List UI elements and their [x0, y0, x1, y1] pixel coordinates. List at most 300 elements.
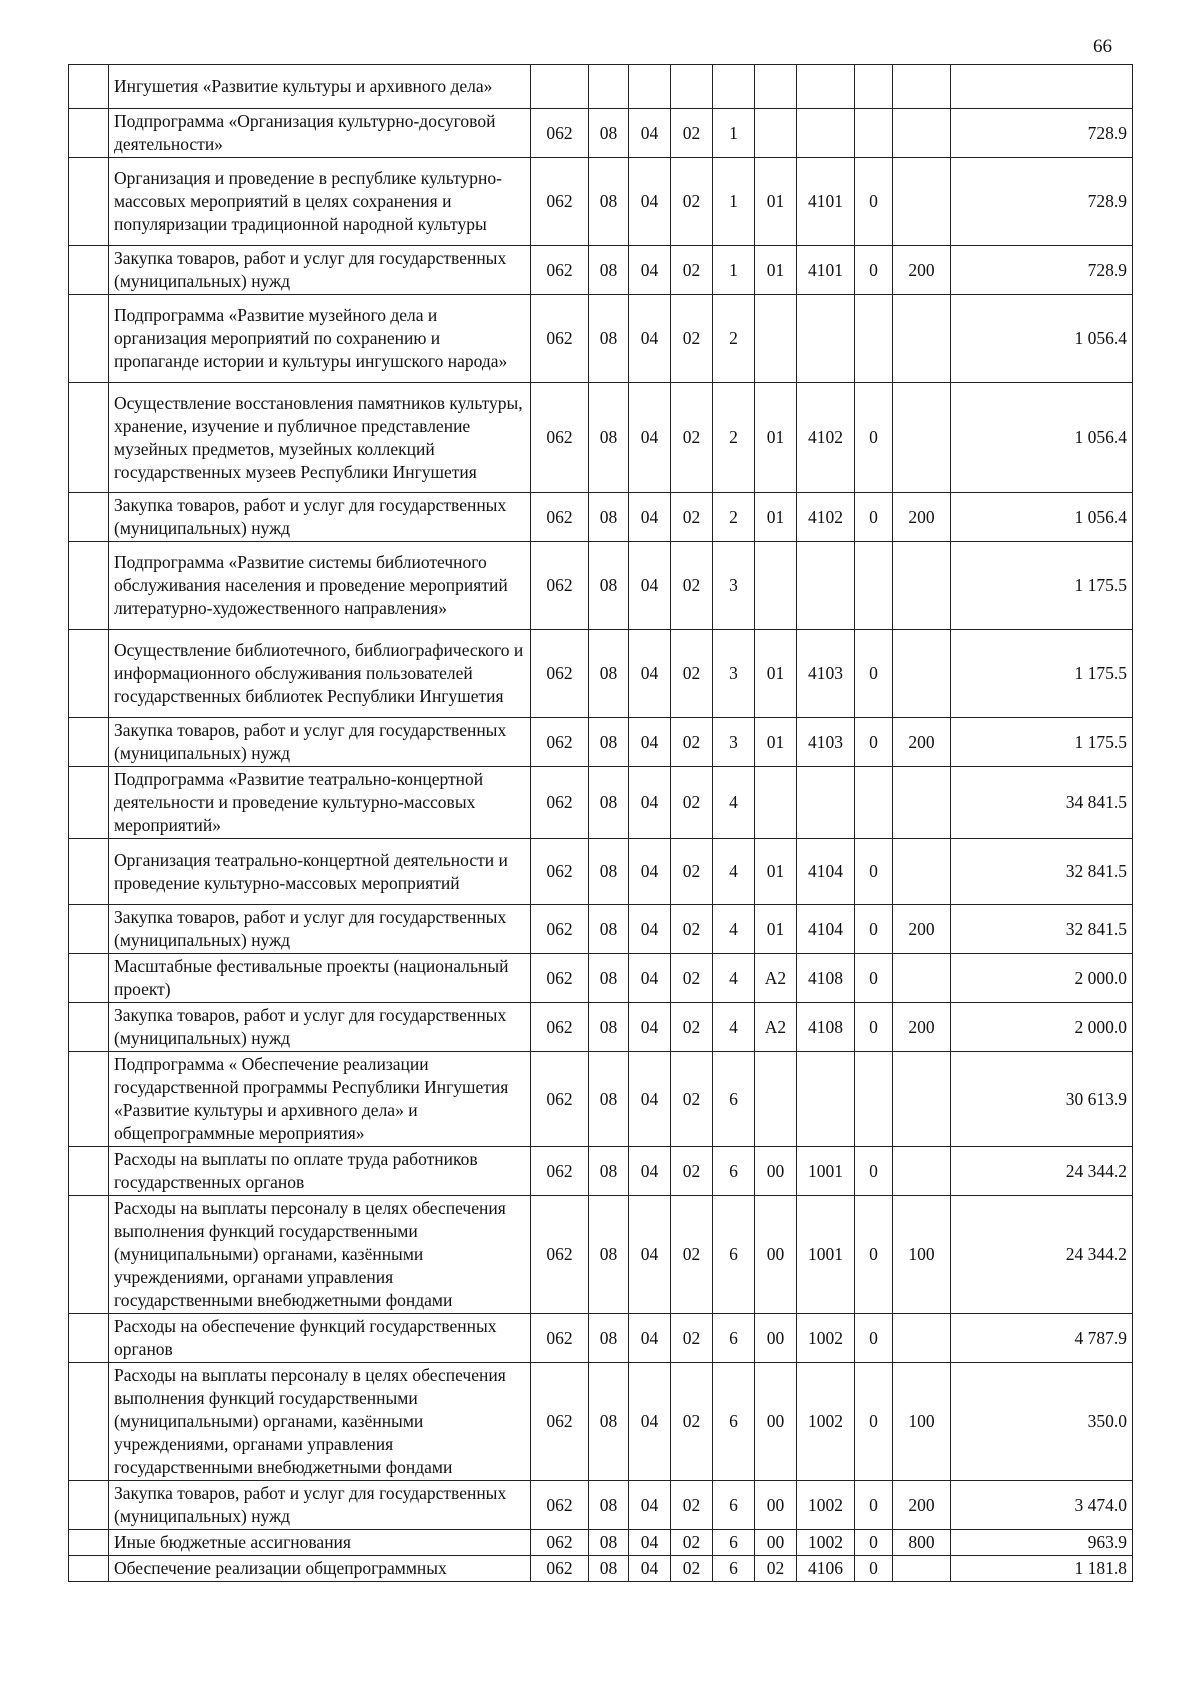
ministry-code: 062: [531, 158, 589, 246]
section-code: 08: [589, 767, 629, 839]
subsection-code: 04: [629, 630, 671, 718]
row-name: Закупка товаров, работ и услуг для государственных (муниципальных) нужд: [109, 1003, 531, 1052]
direction-code: [797, 65, 855, 109]
expense-type-code: [893, 295, 951, 383]
table-row: [69, 1556, 1133, 1582]
subprogram-code: 1: [713, 246, 755, 295]
table-row: [69, 1481, 1133, 1530]
ministry-code: 062: [531, 630, 589, 718]
program-code: [671, 65, 713, 109]
section-code: 08: [589, 542, 629, 630]
subsection-code: 04: [629, 1052, 671, 1147]
direction-code: 4108: [797, 1003, 855, 1052]
expense-type-code: [893, 383, 951, 493]
direction-code: 4103: [797, 718, 855, 767]
row-amount: 32 841.5: [951, 839, 1133, 905]
subsection-code: 04: [629, 839, 671, 905]
event-code: 00: [755, 1363, 797, 1481]
row-margin-cell: [69, 1314, 109, 1363]
expense-type-code: [893, 65, 951, 109]
direction-code: 1002: [797, 1530, 855, 1556]
table-row: [69, 109, 1133, 158]
event-code: 00: [755, 1314, 797, 1363]
program-code: 02: [671, 718, 713, 767]
row-margin-cell: [69, 493, 109, 542]
section-code: 08: [589, 1530, 629, 1556]
row-margin-cell: [69, 839, 109, 905]
subdirection-code: 0: [855, 1196, 893, 1314]
subdirection-code: [855, 1052, 893, 1147]
table-row: [69, 1363, 1133, 1481]
row-name: Осуществление библиотечного, библиографического и информационного обслуживания пользователей государственных библиотек Республики Ингушетия: [109, 630, 531, 718]
table-row: [69, 65, 1133, 109]
ministry-code: 062: [531, 1481, 589, 1530]
subdirection-code: 0: [855, 1363, 893, 1481]
section-code: 08: [589, 1196, 629, 1314]
row-margin-cell: [69, 295, 109, 383]
direction-code: 4102: [797, 383, 855, 493]
table-row: [69, 954, 1133, 1003]
subprogram-code: 4: [713, 767, 755, 839]
subprogram-code: 6: [713, 1363, 755, 1481]
row-amount: 350.0: [951, 1363, 1133, 1481]
subsection-code: 04: [629, 1481, 671, 1530]
row-amount: 30 613.9: [951, 1052, 1133, 1147]
event-code: 01: [755, 246, 797, 295]
direction-code: [797, 767, 855, 839]
subprogram-code: 6: [713, 1147, 755, 1196]
table-body: [69, 65, 1133, 1582]
table-row: [69, 1147, 1133, 1196]
expense-type-code: 200: [893, 246, 951, 295]
ministry-code: 062: [531, 767, 589, 839]
ministry-code: 062: [531, 1530, 589, 1556]
expense-type-code: 200: [893, 1481, 951, 1530]
row-amount: 728.9: [951, 246, 1133, 295]
row-margin-cell: [69, 1052, 109, 1147]
expense-type-code: [893, 1147, 951, 1196]
subprogram-code: 4: [713, 954, 755, 1003]
ministry-code: 062: [531, 1556, 589, 1582]
row-amount: 963.9: [951, 1530, 1133, 1556]
ministry-code: 062: [531, 1314, 589, 1363]
table-row: [69, 1052, 1133, 1147]
row-amount: 32 841.5: [951, 905, 1133, 954]
row-amount: 1 175.5: [951, 718, 1133, 767]
subprogram-code: 2: [713, 295, 755, 383]
table-row: [69, 383, 1133, 493]
row-amount: 24 344.2: [951, 1196, 1133, 1314]
expense-type-code: [893, 1556, 951, 1582]
section-code: 08: [589, 1052, 629, 1147]
section-code: 08: [589, 1556, 629, 1582]
subprogram-code: 1: [713, 109, 755, 158]
program-code: 02: [671, 1052, 713, 1147]
subdirection-code: 0: [855, 718, 893, 767]
section-code: 08: [589, 718, 629, 767]
expense-type-code: 200: [893, 905, 951, 954]
row-amount: 2 000.0: [951, 1003, 1133, 1052]
direction-code: 4102: [797, 493, 855, 542]
row-margin-cell: [69, 905, 109, 954]
program-code: 02: [671, 905, 713, 954]
section-code: [589, 65, 629, 109]
event-code: 00: [755, 1481, 797, 1530]
program-code: 02: [671, 767, 713, 839]
row-margin-cell: [69, 1481, 109, 1530]
section-code: 08: [589, 1003, 629, 1052]
subsection-code: 04: [629, 1530, 671, 1556]
program-code: 02: [671, 1147, 713, 1196]
table-row: [69, 718, 1133, 767]
ministry-code: 062: [531, 109, 589, 158]
subdirection-code: 0: [855, 1556, 893, 1582]
event-code: 01: [755, 839, 797, 905]
ministry-code: 062: [531, 1196, 589, 1314]
event-code: 02: [755, 1556, 797, 1582]
row-amount: 1 056.4: [951, 295, 1133, 383]
subsection-code: 04: [629, 1314, 671, 1363]
section-code: 08: [589, 1481, 629, 1530]
subsection-code: 04: [629, 1363, 671, 1481]
row-amount: 2 000.0: [951, 954, 1133, 1003]
subprogram-code: 2: [713, 383, 755, 493]
table-row: [69, 493, 1133, 542]
expense-type-code: [893, 1052, 951, 1147]
direction-code: 1002: [797, 1314, 855, 1363]
section-code: 08: [589, 839, 629, 905]
subsection-code: 04: [629, 954, 671, 1003]
direction-code: 4101: [797, 246, 855, 295]
program-code: 02: [671, 109, 713, 158]
row-margin-cell: [69, 1196, 109, 1314]
expense-type-code: [893, 839, 951, 905]
table-row: [69, 767, 1133, 839]
ministry-code: 062: [531, 383, 589, 493]
row-name: Закупка товаров, работ и услуг для государственных (муниципальных) нужд: [109, 718, 531, 767]
program-code: 02: [671, 954, 713, 1003]
subprogram-code: 4: [713, 1003, 755, 1052]
expense-type-code: 100: [893, 1363, 951, 1481]
direction-code: 4103: [797, 630, 855, 718]
event-code: [755, 109, 797, 158]
subdirection-code: 0: [855, 905, 893, 954]
table-row: [69, 542, 1133, 630]
section-code: 08: [589, 295, 629, 383]
subsection-code: 04: [629, 542, 671, 630]
event-code: 01: [755, 905, 797, 954]
subprogram-code: 3: [713, 718, 755, 767]
section-code: 08: [589, 954, 629, 1003]
program-code: 02: [671, 1314, 713, 1363]
subprogram-code: 6: [713, 1196, 755, 1314]
ministry-code: 062: [531, 954, 589, 1003]
program-code: 02: [671, 542, 713, 630]
subsection-code: [629, 65, 671, 109]
subsection-code: 04: [629, 1556, 671, 1582]
section-code: 08: [589, 246, 629, 295]
ministry-code: 062: [531, 718, 589, 767]
ministry-code: 062: [531, 1363, 589, 1481]
program-code: 02: [671, 630, 713, 718]
event-code: [755, 65, 797, 109]
event-code: [755, 767, 797, 839]
expense-type-code: [893, 767, 951, 839]
section-code: 08: [589, 1314, 629, 1363]
row-name: Подпрограмма «Развитие системы библиотечного обслуживания населения и проведение мероприятий литературно-художественного направления»: [109, 542, 531, 630]
expense-type-code: [893, 630, 951, 718]
subdirection-code: 0: [855, 630, 893, 718]
event-code: 01: [755, 383, 797, 493]
event-code: 01: [755, 718, 797, 767]
subprogram-code: 3: [713, 630, 755, 718]
expense-type-code: 200: [893, 493, 951, 542]
ministry-code: 062: [531, 493, 589, 542]
direction-code: 4108: [797, 954, 855, 1003]
section-code: 08: [589, 158, 629, 246]
subdirection-code: 0: [855, 1003, 893, 1052]
subsection-code: 04: [629, 905, 671, 954]
expense-type-code: [893, 954, 951, 1003]
program-code: 02: [671, 383, 713, 493]
subdirection-code: [855, 542, 893, 630]
table-row: [69, 630, 1133, 718]
row-amount: 34 841.5: [951, 767, 1133, 839]
subprogram-code: [713, 65, 755, 109]
row-amount: 1 175.5: [951, 542, 1133, 630]
row-amount: 728.9: [951, 109, 1133, 158]
subsection-code: 04: [629, 1196, 671, 1314]
page-number: 66: [1093, 36, 1112, 57]
subsection-code: 04: [629, 109, 671, 158]
row-margin-cell: [69, 65, 109, 109]
direction-code: [797, 542, 855, 630]
subprogram-code: 4: [713, 839, 755, 905]
subprogram-code: 6: [713, 1481, 755, 1530]
row-amount: 3 474.0: [951, 1481, 1133, 1530]
section-code: 08: [589, 1363, 629, 1481]
direction-code: 1001: [797, 1147, 855, 1196]
subdirection-code: 0: [855, 1530, 893, 1556]
section-code: 08: [589, 109, 629, 158]
subdirection-code: 0: [855, 1147, 893, 1196]
row-amount: 1 175.5: [951, 630, 1133, 718]
row-amount: 1 181.8: [951, 1556, 1133, 1582]
subsection-code: 04: [629, 383, 671, 493]
row-margin-cell: [69, 1003, 109, 1052]
program-code: 02: [671, 493, 713, 542]
direction-code: [797, 295, 855, 383]
table-row: [69, 1196, 1133, 1314]
subsection-code: 04: [629, 767, 671, 839]
row-name: Осуществление восстановления памятников культуры, хранение, изучение и публичное представление музейных предметов, музейных коллекций государственных музеев Республики Ингушетия: [109, 383, 531, 493]
subdirection-code: [855, 767, 893, 839]
table-row: [69, 905, 1133, 954]
expense-type-code: 100: [893, 1196, 951, 1314]
row-name: Расходы на выплаты персоналу в целях обеспечения выполнения функций государственными (муниципальными) органами, казёнными учреждениями, органами управления государственными внебюджетными фондами: [109, 1363, 531, 1481]
subprogram-code: 6: [713, 1314, 755, 1363]
row-margin-cell: [69, 1556, 109, 1582]
ministry-code: 062: [531, 839, 589, 905]
subdirection-code: 0: [855, 246, 893, 295]
event-code: 01: [755, 493, 797, 542]
table-row: [69, 839, 1133, 905]
ministry-code: [531, 65, 589, 109]
row-name: Подпрограмма « Обеспечение реализации государственной программы Республики Ингушетия «Развитие культуры и архивного дела» и общепрограммные мероприятия»: [109, 1052, 531, 1147]
row-amount: 24 344.2: [951, 1147, 1133, 1196]
subprogram-code: 4: [713, 905, 755, 954]
section-code: 08: [589, 630, 629, 718]
direction-code: 1002: [797, 1363, 855, 1481]
row-name: Организация театрально-концертной деятельности и проведение культурно-массовых мероприятий: [109, 839, 531, 905]
row-name: Подпрограмма «Развитие музейного дела и организация мероприятий по сохранению и пропаганде истории и культуры ингушского народа»: [109, 295, 531, 383]
program-code: 02: [671, 295, 713, 383]
subsection-code: 04: [629, 493, 671, 542]
event-code: [755, 542, 797, 630]
event-code: А2: [755, 1003, 797, 1052]
section-code: 08: [589, 383, 629, 493]
ministry-code: 062: [531, 542, 589, 630]
event-code: 01: [755, 158, 797, 246]
event-code: 00: [755, 1147, 797, 1196]
table-row: [69, 1530, 1133, 1556]
subsection-code: 04: [629, 1003, 671, 1052]
expense-type-code: 200: [893, 1003, 951, 1052]
program-code: 02: [671, 1003, 713, 1052]
row-name: Расходы на выплаты персоналу в целях обеспечения выполнения функций государственными (муниципальными) органами, казёнными учреждениями, органами управления государственными внебюджетными фондами: [109, 1196, 531, 1314]
ministry-code: 062: [531, 1147, 589, 1196]
subsection-code: 04: [629, 295, 671, 383]
row-amount: 1 056.4: [951, 493, 1133, 542]
row-name: Подпрограмма «Организация культурно-досуговой деятельности»: [109, 109, 531, 158]
ministry-code: 062: [531, 1052, 589, 1147]
row-margin-cell: [69, 158, 109, 246]
row-margin-cell: [69, 1530, 109, 1556]
expense-type-code: [893, 542, 951, 630]
row-margin-cell: [69, 954, 109, 1003]
row-amount: 4 787.9: [951, 1314, 1133, 1363]
row-margin-cell: [69, 718, 109, 767]
subprogram-code: 1: [713, 158, 755, 246]
row-margin-cell: [69, 630, 109, 718]
program-code: 02: [671, 839, 713, 905]
program-code: 02: [671, 1556, 713, 1582]
expense-type-code: [893, 158, 951, 246]
row-amount: 728.9: [951, 158, 1133, 246]
row-margin-cell: [69, 767, 109, 839]
row-name: Иные бюджетные ассигнования: [109, 1530, 531, 1556]
event-code: [755, 1052, 797, 1147]
row-name: Закупка товаров, работ и услуг для государственных (муниципальных) нужд: [109, 905, 531, 954]
ministry-code: 062: [531, 295, 589, 383]
event-code: [755, 295, 797, 383]
expense-type-code: [893, 1314, 951, 1363]
section-code: 08: [589, 1147, 629, 1196]
row-name: Расходы на выплаты по оплате труда работников государственных органов: [109, 1147, 531, 1196]
row-name: Обеспечение реализации общепрограммных: [109, 1556, 531, 1582]
subsection-code: 04: [629, 158, 671, 246]
subprogram-code: 6: [713, 1052, 755, 1147]
event-code: А2: [755, 954, 797, 1003]
program-code: 02: [671, 1481, 713, 1530]
event-code: 00: [755, 1530, 797, 1556]
row-name: Организация и проведение в республике культурно-массовых мероприятий в целях сохранения и популяризации традиционной народной культуры: [109, 158, 531, 246]
row-margin-cell: [69, 1147, 109, 1196]
program-code: 02: [671, 158, 713, 246]
subsection-code: 04: [629, 246, 671, 295]
direction-code: 1002: [797, 1481, 855, 1530]
direction-code: [797, 1052, 855, 1147]
subdirection-code: 0: [855, 954, 893, 1003]
subdirection-code: [855, 65, 893, 109]
row-name: Закупка товаров, работ и услуг для государственных (муниципальных) нужд: [109, 1481, 531, 1530]
subdirection-code: [855, 109, 893, 158]
subprogram-code: 3: [713, 542, 755, 630]
table-row: [69, 158, 1133, 246]
subdirection-code: 0: [855, 1481, 893, 1530]
subsection-code: 04: [629, 718, 671, 767]
row-amount: [951, 65, 1133, 109]
row-margin-cell: [69, 542, 109, 630]
row-name: Закупка товаров, работ и услуг для государственных (муниципальных) нужд: [109, 493, 531, 542]
row-name: Подпрограмма «Развитие театрально-концертной деятельности и проведение культурно-массовых мероприятий»: [109, 767, 531, 839]
expense-type-code: [893, 109, 951, 158]
direction-code: 4104: [797, 839, 855, 905]
ministry-code: 062: [531, 905, 589, 954]
direction-code: 4106: [797, 1556, 855, 1582]
program-code: 02: [671, 246, 713, 295]
row-name: Расходы на обеспечение функций государственных органов: [109, 1314, 531, 1363]
direction-code: 1001: [797, 1196, 855, 1314]
subdirection-code: 0: [855, 839, 893, 905]
row-amount: 1 056.4: [951, 383, 1133, 493]
program-code: 02: [671, 1530, 713, 1556]
ministry-code: 062: [531, 1003, 589, 1052]
subsection-code: 04: [629, 1147, 671, 1196]
program-code: 02: [671, 1196, 713, 1314]
subprogram-code: 6: [713, 1556, 755, 1582]
ministry-code: 062: [531, 246, 589, 295]
row-margin-cell: [69, 109, 109, 158]
table-row: [69, 246, 1133, 295]
row-name: Масштабные фестивальные проекты (национальный проект): [109, 954, 531, 1003]
row-margin-cell: [69, 1363, 109, 1481]
expense-type-code: 200: [893, 718, 951, 767]
direction-code: 4101: [797, 158, 855, 246]
direction-code: [797, 109, 855, 158]
table-row: [69, 295, 1133, 383]
subdirection-code: 0: [855, 1314, 893, 1363]
row-margin-cell: [69, 383, 109, 493]
program-code: 02: [671, 1363, 713, 1481]
subdirection-code: [855, 295, 893, 383]
subdirection-code: 0: [855, 158, 893, 246]
table-row: [69, 1314, 1133, 1363]
table-row: [69, 1003, 1133, 1052]
direction-code: 4104: [797, 905, 855, 954]
event-code: 01: [755, 630, 797, 718]
section-code: 08: [589, 493, 629, 542]
subprogram-code: 6: [713, 1530, 755, 1556]
row-name: Закупка товаров, работ и услуг для государственных (муниципальных) нужд: [109, 246, 531, 295]
event-code: 00: [755, 1196, 797, 1314]
row-name: Ингушетия «Развитие культуры и архивного дела»: [109, 65, 531, 109]
subdirection-code: 0: [855, 383, 893, 493]
subprogram-code: 2: [713, 493, 755, 542]
section-code: 08: [589, 905, 629, 954]
row-margin-cell: [69, 246, 109, 295]
expense-type-code: 800: [893, 1530, 951, 1556]
